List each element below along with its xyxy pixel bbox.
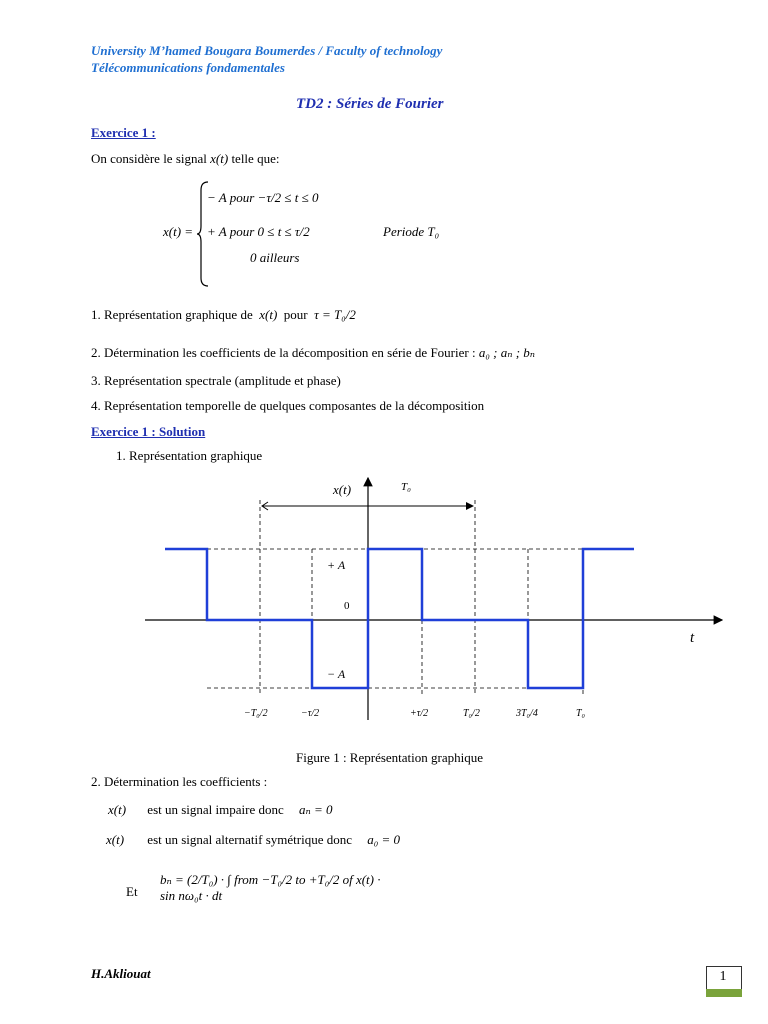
definition-case-2: + A pour 0 ≤ t ≤ τ/2 — [207, 224, 310, 239]
tick-label: T₀ — [576, 708, 586, 719]
line-symmetric-signal-text: est un signal alternatif symétrique donc — [147, 832, 352, 847]
line-symmetric-signal-result: a₀ = 0 — [367, 832, 401, 847]
solution-item-2: 2. Détermination les coefficients : — [91, 774, 268, 789]
definition-period: Periode T₀ — [383, 224, 440, 239]
header-course: Télécommunications fondamentales — [91, 60, 285, 75]
question-1 — [91, 307, 356, 323]
question-2 — [91, 345, 535, 361]
tick-label: +τ/2 — [410, 708, 429, 719]
page-number: 1 — [719, 969, 727, 984]
line-symmetric-signal-symbol: x(t) — [106, 832, 125, 847]
question-1-text: 1. Représentation graphique de — [91, 307, 253, 322]
tick-label: −T₀/2 — [244, 708, 268, 719]
page-title: TD2 : Séries de Fourier — [296, 96, 444, 112]
line-odd-signal-symbol: x(t) — [108, 802, 127, 817]
page-number-bar — [706, 989, 742, 997]
question-1-signal: x(t) — [259, 307, 278, 322]
square-wave-figure — [0, 470, 768, 730]
line-odd-signal — [108, 802, 528, 818]
line-symmetric-signal — [106, 832, 526, 848]
signal-name: x(t) — [210, 151, 229, 166]
level-zero: 0 — [344, 600, 350, 612]
et-label: Et — [126, 884, 138, 899]
line-odd-signal-result: aₙ = 0 — [299, 802, 333, 817]
period-label: T₀ — [401, 481, 411, 493]
definition-case-3: 0 ailleurs — [250, 250, 300, 265]
dashed-guides — [207, 500, 583, 695]
question-2-text: 2. Détermination les coefficients de la décomposition en série de Fourier : — [91, 345, 476, 360]
tick-label: −τ/2 — [301, 708, 320, 719]
definition-case-1: − A pour −τ/2 ≤ t ≤ 0 — [207, 190, 319, 205]
square-wave-signal — [165, 549, 634, 688]
bn-formula: bₙ = (2/T₀) · ∫ from −T₀/2 to +T₀/2 of x(t) · sin nω₀t · dt — [160, 872, 381, 903]
solution-heading: Exercice 1 : Solution — [91, 424, 206, 439]
exercise-heading: Exercice 1 : — [91, 125, 156, 140]
definition-lhs: x(t) = — [163, 224, 194, 239]
axis-xlabel: t — [690, 630, 695, 646]
level-minus-a: − A — [327, 667, 346, 681]
question-1-condition: τ = T₀/2 — [314, 307, 356, 322]
question-1-pour: pour — [283, 307, 308, 322]
line-odd-signal-text: est un signal impaire donc — [147, 802, 284, 817]
axis-ylabel: x(t) — [333, 482, 352, 497]
tick-label: T₀/2 — [463, 708, 480, 719]
intro-text — [91, 151, 279, 167]
figure-caption: Figure 1 : Représentation graphique — [296, 750, 484, 765]
tick-label: 3T₀/4 — [516, 708, 538, 719]
intro-before: On considère le signal — [91, 151, 207, 166]
author: H.Akliouat — [91, 966, 151, 981]
question-4: 4. Représentation temporelle de quelques composantes de la décomposition — [91, 398, 485, 413]
question-2-coefficients: a₀ ; aₙ ; bₙ — [478, 345, 536, 360]
level-plus-a: + A — [327, 558, 346, 572]
header-university: University M’hamed Bougara Boumerdes / Faculty of technology — [91, 43, 443, 58]
question-3: 3. Représentation spectrale (amplitude et phase) — [91, 373, 341, 388]
intro-after: telle que: — [231, 151, 280, 166]
solution-item-1: 1. Représentation graphique — [116, 448, 263, 463]
